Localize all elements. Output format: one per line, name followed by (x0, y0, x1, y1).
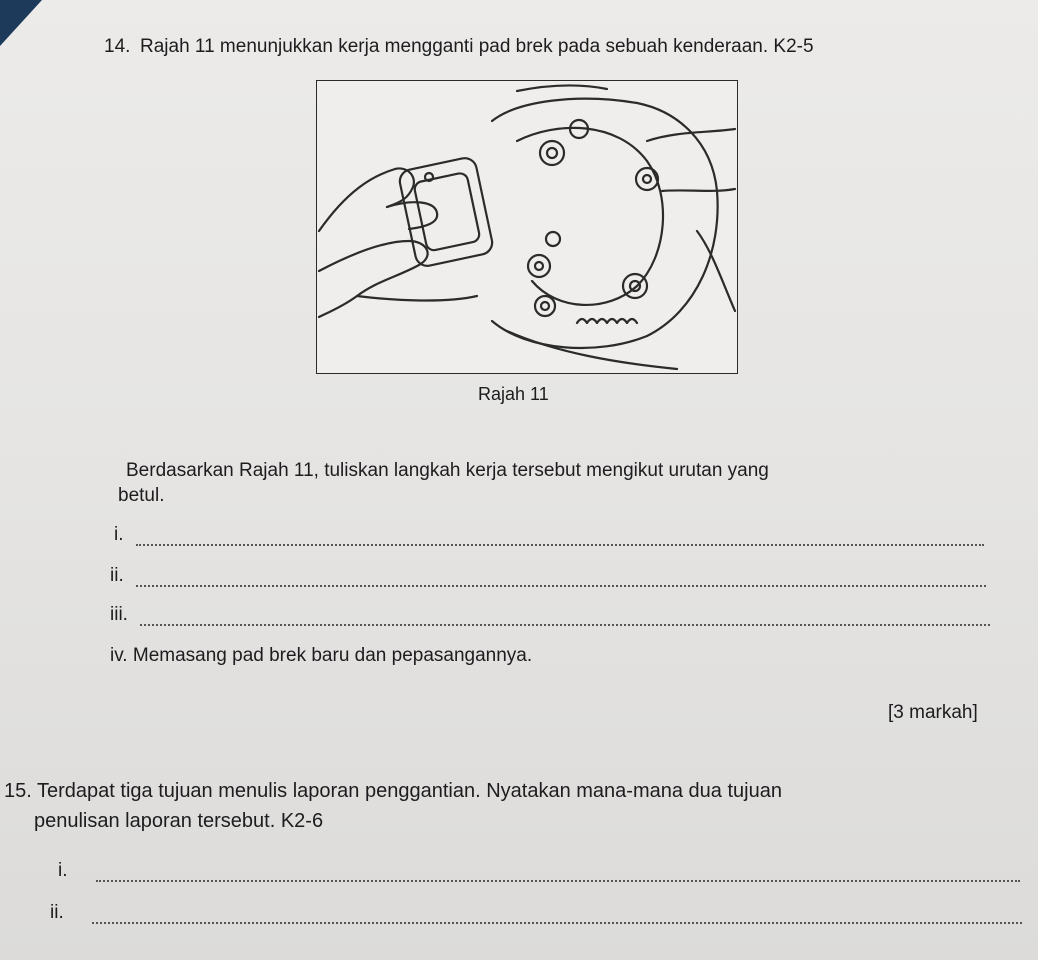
q15-question-line2: penulisan laporan tersebut. K2-6 (34, 810, 324, 832)
answer-label: ii. (110, 565, 124, 586)
answer-label: i. (58, 860, 68, 881)
q14-answer-row-2[interactable] (110, 565, 986, 587)
brake-caliper-illustration-icon (317, 81, 737, 373)
corner-mark (0, 0, 42, 46)
q14-marks: [3 markah] (888, 702, 978, 723)
q15-question-line1: 15. Terdapat tiga tujuan menulis laporan penggantian. Nyatakan mana-mana dua tujuan (4, 780, 782, 802)
q14-step-iv: iv. Memasang pad brek baru dan pepasangannya. (110, 645, 533, 666)
answer-line[interactable] (140, 606, 990, 626)
q14-answer-row-1[interactable] (114, 524, 984, 546)
answer-line[interactable] (136, 567, 986, 587)
q14-instruction-line2: betul. (118, 485, 165, 506)
q15-answer-row-2[interactable] (50, 902, 1022, 924)
q14-number: 14. (104, 36, 131, 57)
figure-caption: Rajah 11 (478, 384, 549, 404)
q14-answer-row-3[interactable] (110, 604, 990, 626)
q14-question-text: Rajah 11 menunjukkan kerja mengganti pad brek pada sebuah kenderaan. K2-5 (140, 36, 814, 57)
answer-line[interactable] (136, 526, 985, 546)
figure-rajah-11 (316, 80, 738, 374)
answer-label: iii. (110, 604, 128, 625)
q15-answer-row-1[interactable] (58, 860, 1020, 882)
answer-line[interactable] (96, 862, 1021, 882)
answer-line[interactable] (92, 904, 1022, 924)
answer-label: i. (114, 524, 124, 545)
answer-label: ii. (50, 902, 64, 923)
q14-instruction-line1: Berdasarkan Rajah 11, tuliskan langkah kerja tersebut mengikut urutan yang (126, 460, 769, 481)
